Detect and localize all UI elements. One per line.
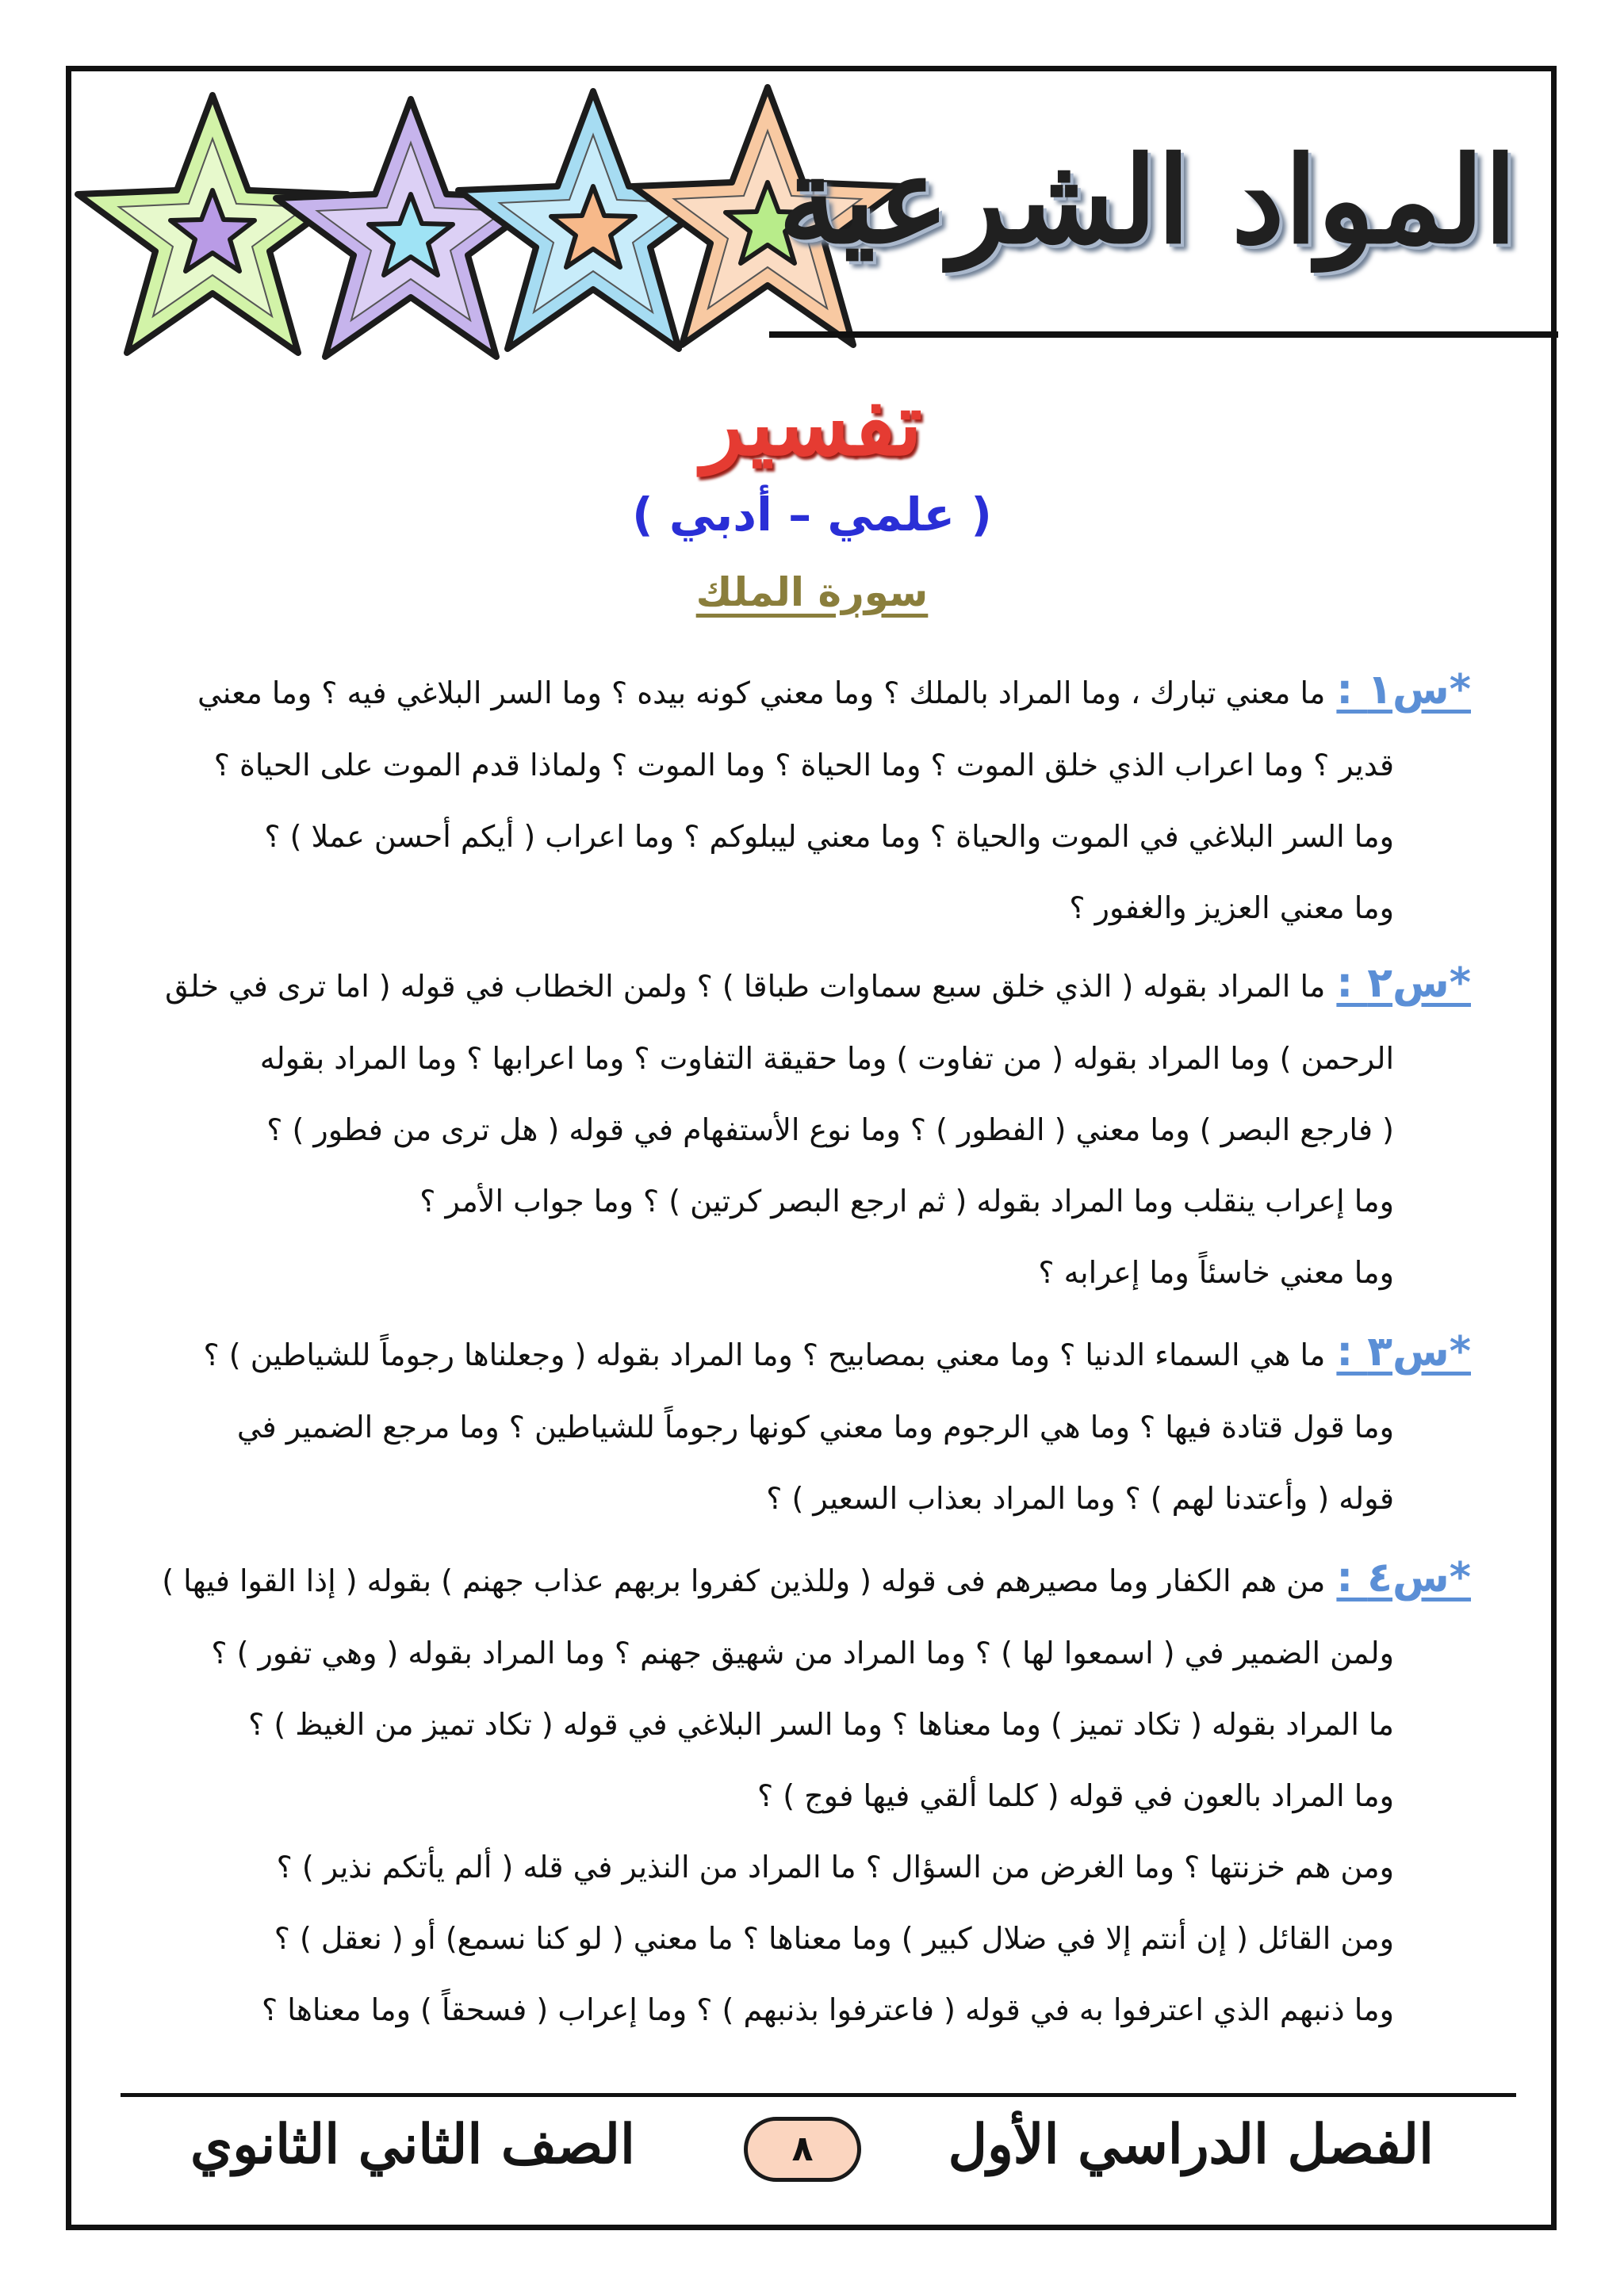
question-1-line-2: قدير ؟ وما اعراب الذي خلق الموت ؟ وما الحياة ؟ وما الموت ؟ ولماذا قدم الموت على الحياة ؟ [213, 748, 1394, 783]
footer-grade: الصف الثاني الثانوي [190, 2113, 635, 2176]
question-label: *س٤ : [1336, 1554, 1471, 1601]
question-label: *س٢ : [1336, 959, 1471, 1007]
question-3-line-2: وما قول قتادة فيها ؟ وما هي الرجوم وما معني كونها رجوماً للشياطين ؟ وما مرجع الضمير في [236, 1410, 1394, 1445]
question-2-line-2: الرحمن ) وما المراد بقوله ( من تفاوت ) وما حقيقة التفاوت ؟ وما اعرابها ؟ وما المراد بقوله [259, 1041, 1394, 1076]
question-2-line-3: ( فارجع البصر ) وما معني ( الفطور ) ؟ وما نوع الأستفهام في قوله ( هل ترى من فطور ) ؟ [266, 1112, 1394, 1147]
question-2-line-1: *س٢ :ما المراد بقوله ( الذي خلق سبع سماوات طباقا ) ؟ ولمن الخطاب في قوله ( اما ترى في خلق [165, 959, 1471, 1007]
question-4-line-2: ولمن الضمير في ( اسمعوا لها ) ؟ وما المراد من شهيق جهنم ؟ وما المراد بقوله ( وهي تفور ) ؟ [211, 1636, 1394, 1670]
question-1-line-4: وما معني العزيز والغفور ؟ [1069, 890, 1394, 925]
question-label: *س٣ : [1336, 1328, 1471, 1376]
footer-term: الفصل الدراسي الأول [948, 2113, 1434, 2176]
footer-divider [121, 2093, 1516, 2097]
question-4-line-3: ما المراد بقوله ( تكاد تميز ) وما معناها ؟ وما السر البلاغي في قوله ( تكاد تميز من الغيظ ) ؟ [248, 1707, 1394, 1742]
question-4-line-4: وما المراد بالعون في قوله ( كلما ألقي فيها فوج ) ؟ [756, 1778, 1394, 1813]
header-divider [769, 331, 1558, 338]
question-2-line-5: وما معني خاسئاً وما إعرابه ؟ [1038, 1255, 1394, 1290]
page-number: ٨ [744, 2117, 861, 2182]
section-tag: ( علمي – أدبي ) [632, 488, 992, 541]
subject-title: المواد الشرعية [778, 131, 1517, 270]
question-3-line-3: قوله ( وأعتدنا لهم ) ؟ وما المراد بعذاب السعير ) ؟ [766, 1481, 1394, 1516]
question-4-line-6: ومن القائل ( إن أنتم إلا في ضلال كبير ) وما معناها ؟ ما معني ( لو كنا نسمع) أو ( نعقل ) ؟ [274, 1921, 1394, 1956]
surah-name: سورة الملك [695, 569, 929, 615]
question-3-line-1: *س٣ :ما هي السماء الدنيا ؟ وما معني بمصابيح ؟ وما المراد بقوله ( وجعلناها رجوماً للشياطين ) ؟ [203, 1328, 1471, 1376]
question-1-line-1: *س١ :ما معني تبارك ، وما المراد بالملك ؟ وما معني كونه بيده ؟ وما السر البلاغي فيه ؟ وما معني [197, 666, 1471, 714]
question-2-line-4: وما إعراب ينقلب وما المراد بقوله ( ثم ارجع البصر كرتين ) ؟ وما جواب الأمر ؟ [419, 1184, 1394, 1219]
surah-heading [0, 569, 1624, 615]
question-4-line-7: وما ذنبهم الذي اعترفوا به في قوله ( فاعترفوا بذنبهم ) ؟ وما إعراب ( فسحقاً ) وما معناها ؟ [262, 1992, 1394, 2027]
question-4-line-1: *س٤ :من هم الكفار وما مصيرهم فى قوله ( وللذين كفروا بربهم عذاب جهنم ) بقوله ( إذا القوا فيها ) [162, 1554, 1471, 1601]
question-4-line-5: ومن هم خزنتها ؟ وما الغرض من السؤال ؟ ما المراد من النذير في قله ( ألم يأتكم نذير ) ؟ [276, 1850, 1394, 1885]
lesson-title: تفسير [701, 373, 923, 475]
question-label: *س١ : [1336, 666, 1471, 714]
question-1-line-3: وما السر البلاغي في الموت والحياة ؟ وما معني ليبلوكم ؟ وما اعراب ( أيكم أحسن عملا ) ؟ [264, 819, 1394, 854]
